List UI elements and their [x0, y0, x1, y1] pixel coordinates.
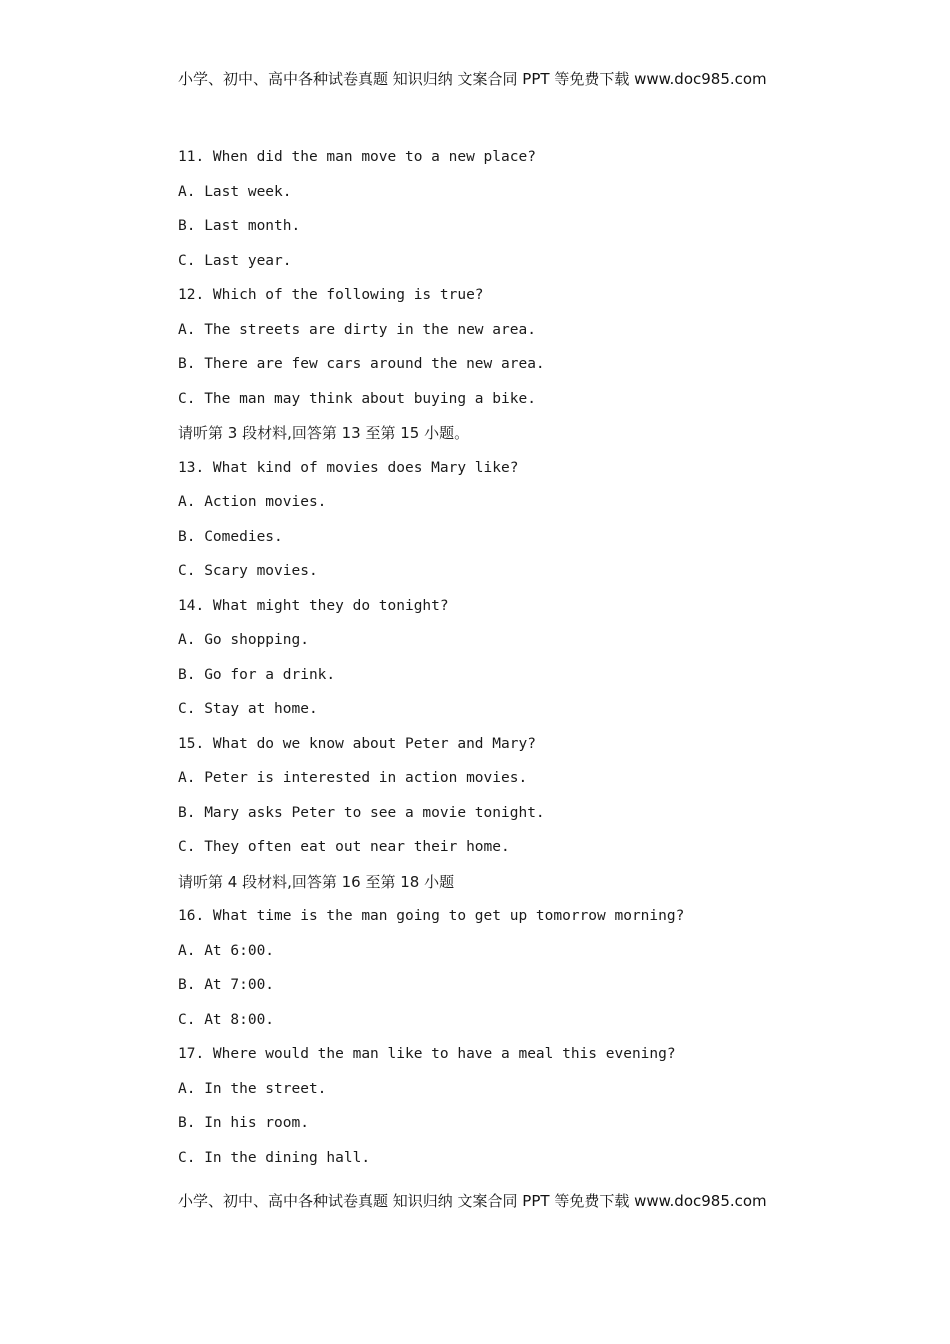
- section-instruction-4: 请听第 4 段材料,回答第 16 至第 18 小题: [178, 872, 455, 891]
- option-11-b: B. Last month.: [178, 218, 301, 234]
- option-15-a: A. Peter is interested in action movies.: [178, 770, 528, 786]
- option-13-c: C. Scary movies.: [178, 563, 318, 579]
- question-17: 17. Where would the man like to have a meal this evening?: [178, 1046, 676, 1062]
- section-instruction-3: 请听第 3 段材料,回答第 13 至第 15 小题。: [178, 424, 470, 442]
- footer-banner: 小学、初中、高中各种试卷真题 知识归纳 文案合同 PPT 等免费下载 www.doc985.com: [178, 1192, 767, 1210]
- option-16-c: C. At 8:00.: [178, 1011, 275, 1028]
- option-11-c: C. Last year.: [178, 252, 292, 269]
- option-16-a: A. At 6:00.: [178, 942, 275, 959]
- question-12: 12. Which of the following is true?: [178, 287, 484, 303]
- option-14-a: A. Go shopping.: [178, 632, 309, 648]
- question-16: 16. What time is the man going to get up tomorrow morning?: [178, 908, 685, 924]
- question-14: 14. What might they do tonight?: [178, 597, 449, 614]
- option-13-b: B. Comedies.: [178, 528, 283, 545]
- option-15-b: B. Mary asks Peter to see a movie tonight.: [178, 804, 545, 821]
- option-12-b: B. There are few cars around the new area.: [178, 356, 545, 372]
- header-banner: 小学、初中、高中各种试卷真题 知识归纳 文案合同 PPT 等免费下载 www.doc985.com: [178, 70, 767, 88]
- option-11-a: A. Last week.: [178, 183, 292, 200]
- option-13-a: A. Action movies.: [178, 494, 327, 510]
- option-12-a: A. The streets are dirty in the new area.: [178, 321, 536, 338]
- exam-content: [178, 144, 878, 1179]
- option-14-c: C. Stay at home.: [178, 701, 318, 717]
- option-17-b: B. In his room.: [178, 1115, 309, 1131]
- question-15: 15. What do we know about Peter and Mary?: [178, 735, 536, 752]
- option-17-c: C. In the dining hall.: [178, 1149, 371, 1166]
- option-12-c: C. The man may think about buying a bike.: [178, 390, 536, 407]
- option-14-b: B. Go for a drink.: [178, 666, 336, 683]
- option-17-a: A. In the street.: [178, 1080, 327, 1097]
- option-15-c: C. They often eat out near their home.: [178, 839, 510, 855]
- option-16-b: B. At 7:00.: [178, 977, 275, 993]
- question-13: 13. What kind of movies does Mary like?: [178, 459, 519, 476]
- question-11: 11. When did the man move to a new place?: [178, 149, 536, 165]
